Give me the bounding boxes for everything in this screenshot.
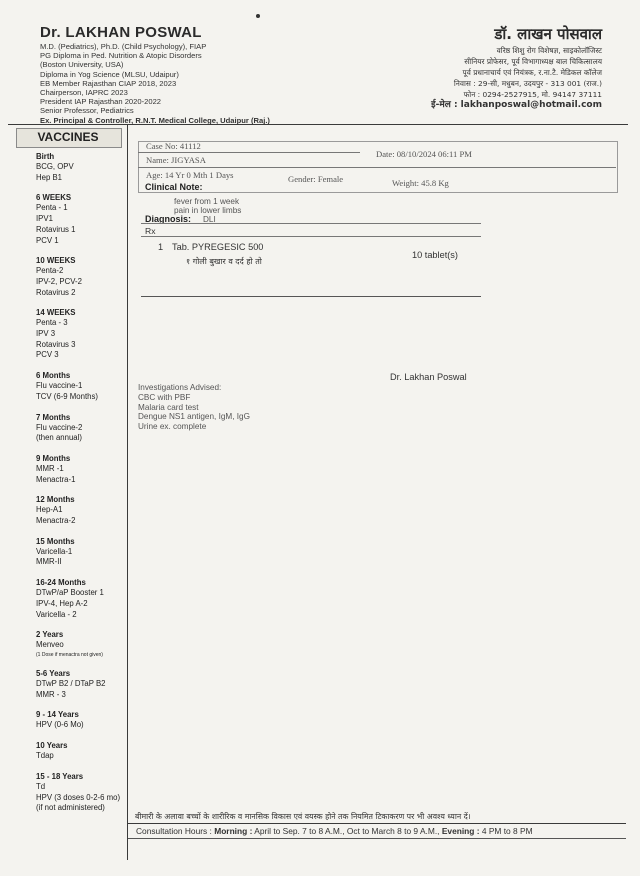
clinical-note-line: fever from 1 week bbox=[174, 197, 240, 206]
vaccine-group-head: 7 Months bbox=[36, 412, 71, 422]
vaccine-item: PCV 1 bbox=[36, 235, 59, 245]
hindi-line: सीनियर प्रोफेसर, पूर्व विभागाध्यक्ष बाल चिकित्सालय bbox=[464, 57, 602, 66]
credential-line: Senior Professor, Pediatrics bbox=[40, 106, 134, 116]
vaccine-group-head: 5-6 Years bbox=[36, 668, 71, 678]
rx-label: Rx bbox=[145, 226, 156, 236]
credential-line: President IAP Rajasthan 2020-2022 bbox=[40, 97, 162, 107]
credential-line: (Boston University, USA) bbox=[40, 60, 124, 70]
doctor-name-hindi: डॉ. लाखन पोसवाल bbox=[494, 25, 602, 43]
vaccine-group-head: 9 - 14 Years bbox=[36, 710, 79, 720]
vaccine-item: Hep B1 bbox=[36, 172, 63, 182]
vaccine-group bbox=[36, 308, 128, 361]
vaccine-item: TCV (6-9 Months) bbox=[36, 391, 98, 401]
vaccine-item: (if not administered) bbox=[36, 803, 105, 813]
vaccine-item: Rotavirus 3 bbox=[36, 339, 76, 349]
vaccine-group bbox=[36, 193, 128, 246]
investigations-label: Investigations Advised: bbox=[138, 383, 222, 392]
credential-line: Chairperson, IAPRC 2023 bbox=[40, 88, 128, 98]
vaccine-item: IPV1 bbox=[36, 214, 53, 224]
vaccine-item: IPV-4, Hep A-2 bbox=[36, 598, 88, 608]
credential-line-bold: Ex. Principal & Controller, R.N.T. Medical College, Udaipur (Raj.) bbox=[40, 115, 270, 125]
footer-bottom-rule bbox=[128, 838, 626, 839]
vaccine-group-head: 2 Years bbox=[36, 630, 64, 640]
vaccine-group bbox=[36, 256, 128, 298]
vaccine-item: IPV 3 bbox=[36, 329, 56, 339]
vaccine-item: Varicella-1 bbox=[36, 546, 73, 556]
investigation-item: Malaria card test bbox=[138, 402, 199, 412]
vaccine-item: Penta - 3 bbox=[36, 318, 68, 328]
evening-hours: 4 PM to 8 PM bbox=[479, 826, 533, 836]
diagnosis-label: Diagnosis: bbox=[145, 214, 192, 224]
vaccine-group bbox=[36, 454, 128, 485]
rx-end-rule bbox=[141, 296, 481, 297]
hindi-line: वरिष्ठ शिशु रोग विशेषज्ञ, साइकोलॉजिस्ट bbox=[496, 46, 602, 55]
vaccine-group bbox=[36, 537, 128, 568]
vaccine-item: Tdap bbox=[36, 751, 54, 761]
vaccine-item: Varicella - 2 bbox=[36, 609, 77, 619]
footer-hindi-note: बीमारी के अलावा बच्चों के शारीरिक व मानसिक विकास एवं वयस्क होने तक नियमित टिकाकरण पर भी अवश्य ध्यान दें। bbox=[135, 812, 471, 821]
doctor-signature: Dr. Lakhan Poswal bbox=[390, 372, 467, 382]
patient-row-line bbox=[138, 152, 360, 153]
rx-rule bbox=[141, 236, 481, 237]
visit-date: Date: 08/10/2024 06:11 PM bbox=[376, 149, 472, 159]
vaccine-group-head: 12 Months bbox=[36, 495, 75, 505]
credential-line: PG Diploma in Ped. Nutrition & Atopic Disorders bbox=[40, 51, 202, 61]
credential-line: Diploma in Yog Science (MLSU, Udaipur) bbox=[40, 69, 179, 79]
case-number: Case No: 41112 bbox=[146, 141, 201, 151]
hindi-line: फोन : 0294-2527915, मो. 94147 37111 bbox=[463, 90, 602, 99]
morning-hours: April to Sep. 7 to 8 A.M., Oct to March 8 to 9 A.M., bbox=[252, 826, 442, 836]
vaccine-group bbox=[36, 152, 128, 183]
vaccines-title: VACCINES bbox=[37, 130, 99, 144]
email-line: ई-मेल : lakhanposwal@hotmail.com bbox=[431, 100, 602, 110]
vaccine-group bbox=[36, 710, 128, 731]
vaccine-item: Menveo bbox=[36, 640, 64, 650]
vaccine-group bbox=[36, 371, 128, 402]
vaccine-item: HPV (3 doses 0-2-6 mo) bbox=[36, 792, 121, 802]
vaccine-group-head: Birth bbox=[36, 152, 55, 161]
morning-label: Morning : bbox=[214, 826, 253, 836]
vaccine-item: DTwP B2 / DTaP B2 bbox=[36, 678, 106, 688]
vaccine-item: (then annual) bbox=[36, 433, 82, 443]
diagnosis-value: DLI bbox=[203, 215, 216, 224]
investigation-item: Dengue NS1 antigen, IgM, IgG bbox=[138, 412, 250, 422]
top-dot-mark bbox=[256, 14, 260, 18]
patient-row-line bbox=[138, 167, 616, 168]
patient-age: Age: 14 Yr 0 Mth 1 Days bbox=[146, 170, 234, 180]
header-divider bbox=[8, 124, 628, 125]
vaccine-group-head: 6 WEEKS bbox=[36, 193, 72, 203]
patient-weight: Weight: 45.8 Kg bbox=[392, 178, 449, 188]
vaccine-group bbox=[36, 495, 128, 526]
vaccine-group-head: 15 - 18 Years bbox=[36, 771, 84, 781]
doctor-credentials-hindi bbox=[342, 24, 602, 111]
credential-line: M.D. (Pediatrics), Ph.D. (Child Psychology), FIAP bbox=[40, 42, 207, 51]
evening-label: Evening : bbox=[441, 826, 480, 836]
vaccine-group bbox=[36, 669, 128, 700]
doctor-name: Dr. LAKHAN POSWAL bbox=[40, 24, 202, 41]
vaccine-item: Penta - 1 bbox=[36, 203, 68, 213]
vaccine-item: MMR - 3 bbox=[36, 689, 66, 699]
vaccine-item: Td bbox=[36, 781, 46, 791]
vaccine-group-head: 14 WEEKS bbox=[36, 308, 76, 318]
vaccine-group bbox=[36, 741, 128, 762]
vaccine-item: Flu vaccine-1 bbox=[36, 381, 83, 391]
medicine-instruction: १ गोली बुखार व दर्द हो तो bbox=[186, 257, 262, 266]
vaccine-item: Flu vaccine-2 bbox=[36, 422, 83, 432]
consult-prefix: Consultation Hours : bbox=[136, 826, 215, 836]
vaccine-group-head: 15 Months bbox=[36, 536, 75, 546]
patient-name: Name: JIGYASA bbox=[146, 155, 206, 165]
clinical-note-label: Clinical Note: bbox=[145, 182, 203, 192]
vaccine-group bbox=[36, 772, 128, 814]
vaccine-item: Rotavirus 2 bbox=[36, 287, 76, 297]
doctor-credentials bbox=[40, 24, 340, 125]
vaccine-group-head: 9 Months bbox=[36, 453, 71, 463]
vaccine-group-head: 10 Years bbox=[36, 741, 68, 751]
vaccine-item: IPV-2, PCV-2 bbox=[36, 276, 82, 286]
vaccine-group-head: 16-24 Months bbox=[36, 578, 86, 588]
vaccine-group-head: 10 WEEKS bbox=[36, 256, 76, 266]
investigation-item: CBC with PBF bbox=[138, 392, 191, 402]
vaccine-group bbox=[36, 630, 128, 659]
hindi-line: निवास : 29-सी, मधुबन, उदयपुर - 313 001 (राज.) bbox=[453, 79, 602, 88]
vaccine-note: (1 Dose if menactra not given) bbox=[36, 651, 103, 658]
vaccine-group bbox=[36, 413, 128, 444]
vaccine-item: Penta-2 bbox=[36, 266, 64, 276]
investigations-block bbox=[138, 383, 250, 432]
medicine-number: 1 bbox=[158, 242, 164, 252]
credential-line: EB Member Rajasthan CIAP 2018, 2023 bbox=[40, 78, 177, 88]
hindi-line: पूर्व प्रधानाचार्य एवं नियंत्रक, र.ना.टै. मेडिकल कॉलेज bbox=[462, 68, 602, 77]
vaccine-item: PCV 3 bbox=[36, 350, 59, 360]
vaccine-item: MMR -1 bbox=[36, 463, 64, 473]
vaccine-item: Hep-A1 bbox=[36, 505, 63, 515]
diagnosis-rule bbox=[141, 223, 481, 224]
vaccine-group-head: 6 Months bbox=[36, 371, 71, 381]
investigation-item: Urine ex. complete bbox=[138, 422, 207, 432]
vaccine-group bbox=[36, 578, 128, 620]
vaccine-item: Rotavirus 1 bbox=[36, 224, 76, 234]
patient-gender: Gender: Female bbox=[288, 174, 344, 184]
consultation-hours bbox=[136, 826, 533, 836]
vaccine-item: MMR-II bbox=[36, 557, 62, 567]
vaccine-item: Menactra-1 bbox=[36, 474, 76, 484]
vaccine-item: BCG, OPV bbox=[36, 162, 74, 171]
medicine-quantity: 10 tablet(s) bbox=[412, 250, 458, 260]
vaccine-schedule bbox=[36, 152, 128, 824]
clinical-note-line: pain in lower limbs bbox=[174, 206, 242, 215]
footer-rule bbox=[128, 823, 626, 824]
medicine-name: Tab. PYREGESIC 500 bbox=[172, 242, 264, 252]
vaccine-item: DTwP/aP Booster 1 bbox=[36, 588, 104, 598]
vaccine-item: Menactra-2 bbox=[36, 516, 76, 526]
vaccine-item: HPV (0-6 Mo) bbox=[36, 720, 84, 730]
